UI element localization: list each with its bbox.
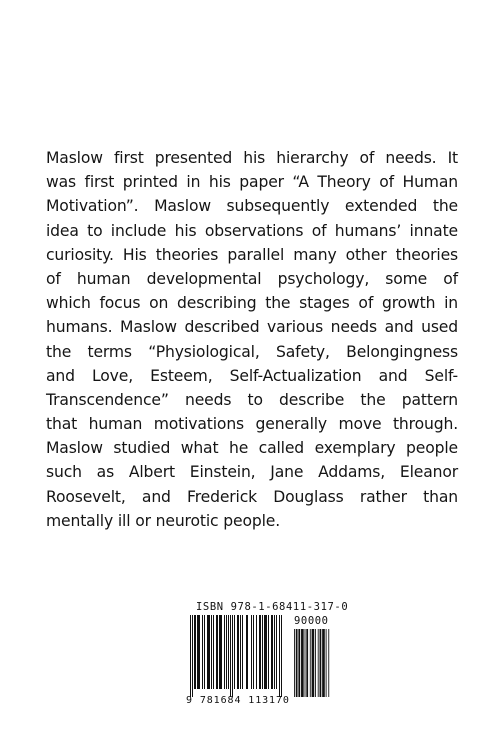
barcode-bar (192, 615, 193, 697)
barcode-bar (204, 615, 205, 689)
barcode-bar (253, 615, 254, 689)
description-line: Roosevelt, and Frederick Douglass rather than (46, 487, 458, 506)
barcode-bar (298, 629, 300, 697)
barcode-bar (242, 615, 243, 689)
barcode-bar (279, 615, 280, 697)
price-code: 90000 (294, 615, 329, 627)
description-line: that human motivations generally move through. (46, 415, 458, 434)
description-line: was first printed in his paper “A Theory of Human (46, 173, 458, 192)
description-line: of human developmental psychology, some of (46, 269, 458, 288)
barcode-bar (259, 615, 261, 689)
barcode-bar (310, 629, 311, 697)
barcode-bar (312, 629, 315, 697)
barcode-bar (301, 629, 304, 697)
isbn-label: ISBN 978-1-68411-317-0 (196, 601, 349, 613)
barcode-bar (262, 615, 263, 689)
description-line: which focus on describing the stages of growth in (46, 294, 458, 313)
barcode-bar (328, 629, 329, 697)
barcode-bar (197, 615, 200, 689)
barcode-bar (194, 615, 196, 689)
description-line: Maslow first presented his hierarchy of needs. It (46, 149, 458, 167)
barcode-bar (256, 615, 257, 689)
barcode-bar (274, 615, 275, 689)
barcode-bar (281, 615, 282, 697)
barcode-bar (226, 615, 227, 689)
barcode-bar (237, 615, 239, 689)
isbn-barcode (186, 601, 350, 711)
barcode-bar (216, 615, 218, 689)
barcode-bar (207, 615, 210, 689)
addon-bars (294, 629, 338, 697)
barcode-bar (264, 615, 267, 689)
barcode-bar (251, 615, 252, 689)
description-line: such as Albert Einstein, Jane Addams, Eleanor (46, 463, 458, 482)
barcode-bar (322, 629, 325, 697)
description-line: Motivation”. Maslow subsequently extended the (46, 197, 458, 216)
description-line: curiosity. His theories parallel many other theories (46, 245, 458, 264)
barcode-bar (230, 615, 231, 697)
description-line: the terms “Physiological, Safety, Belongingness (46, 342, 458, 361)
barcode-bar (318, 629, 319, 697)
description-line: humans. Maslow described various needs and used (46, 318, 458, 337)
ean-digits: 9 781684 113170 (186, 695, 290, 706)
barcode-bar (234, 615, 235, 689)
barcode-bar (268, 615, 269, 689)
description-line: mentally ill or neurotic people. (46, 511, 281, 530)
barcode-bar (213, 615, 214, 689)
barcode-bar (246, 615, 248, 689)
barcode-bar (306, 629, 308, 697)
barcode-bar (211, 615, 212, 689)
ean13-bars (190, 615, 294, 697)
barcode-bar (271, 615, 273, 689)
barcode-bar (219, 615, 222, 689)
barcode-bar (296, 629, 298, 697)
barcode-bar (294, 629, 295, 697)
description-line: and Love, Esteem, Self-Actualization and Self- (46, 366, 458, 385)
barcode-bar (190, 615, 191, 697)
barcode-bar (224, 615, 225, 689)
barcode-bar (202, 615, 203, 689)
barcode-bar (320, 629, 322, 697)
barcode-bar (326, 629, 327, 697)
barcode-bar (315, 629, 316, 697)
barcode-bar (232, 615, 233, 697)
book-description (46, 146, 458, 533)
description-line: Maslow studied what he called exemplary people (46, 439, 458, 458)
barcode-bar (228, 615, 229, 689)
description-line: Transcendence” needs to describe the pattern (46, 390, 458, 409)
barcode-bar (276, 615, 277, 689)
barcode-bar (305, 629, 306, 697)
barcode-bar (240, 615, 241, 689)
description-line: idea to include his observations of humans’ innate (46, 221, 458, 240)
